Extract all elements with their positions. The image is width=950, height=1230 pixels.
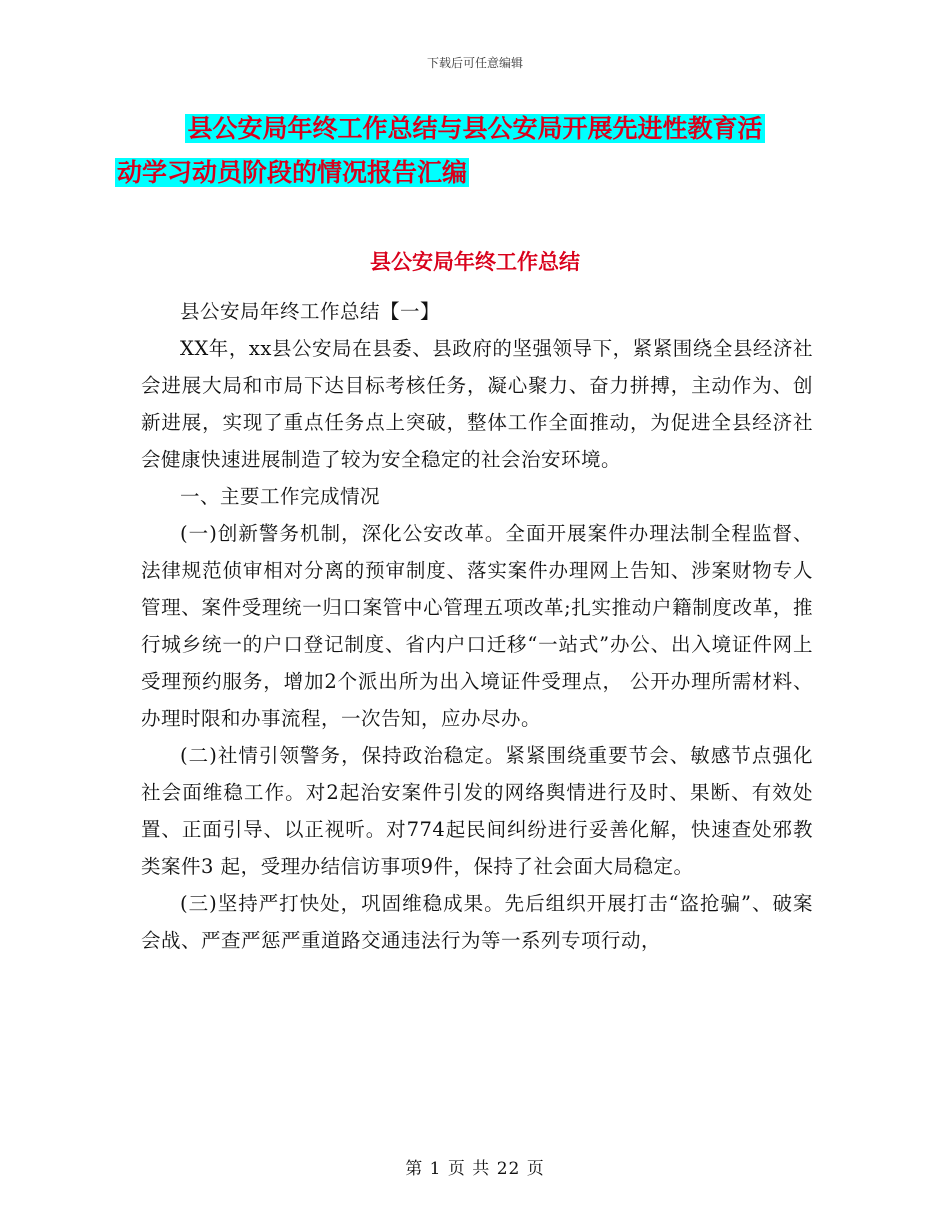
paragraph-intro: XX年，xx县公安局在县委、县政府的坚强领导下，紧紧围绕全县经济社会进展大局和市局下达目标考核任务，凝心聚力、奋力拼搏，主动作为、创新进展，实现了重点任务点上突破，整体工作全面推动，为促进全县经济社会健康快速进展制造了较为安全稳定的社会治安环境。: [141, 337, 813, 471]
paragraph-subtitle: 县公安局年终工作总结【一】: [180, 300, 441, 323]
document-title-text-2: 动学习动员阶段的情况报告汇编: [116, 158, 467, 187]
header-note: 下载后可任意编辑: [426, 56, 523, 70]
section-title: 县公安局年终工作总结: [370, 250, 580, 274]
document-title-text-1: 县公安局年终工作总结与县公安局开展先进性教育活: [187, 114, 763, 143]
document-title-line-2: [0, 156, 767, 190]
paragraph-item-3: (三)坚持严打快处，巩固维稳成果。先后组织开展打击“盗抢骗”、破案会战、严查严惩严重道路交通违法行为等一系列专项行动，: [141, 892, 813, 952]
paragraph-heading-main-work: 一、主要工作完成情况: [180, 485, 381, 508]
page-footer: 第 1 页 共 22 页: [405, 1159, 545, 1179]
paragraph-item-2: (二)社情引领警务，保持政治稳定。紧紧围绕重要节会、敏感节点强化社会面维稳工作。对2起治安案件引发的网络舆情进行及时、果断、有效处置、正面引导、以正视听。对774起民间纠纷进行妥善化解，快速查处邪教类案件3 起，受理办结信访事项9件，保持了社会面大局稳定。: [141, 744, 813, 878]
document-title-line-1: [0, 112, 950, 146]
document-body: [141, 293, 813, 959]
paragraph-item-1: (一)创新警务机制，深化公安改革。全面开展案件办理法制全程监督、法律规范侦审相对分离的预审制度、落实案件办理网上告知、涉案财物专人管理、案件受理统一归口案管中心管理五项改革;扎实推动户籍制度改革，推行城乡统一的户口登记制度、省内户口迁移“一站式”办公、出入境证件网上受理预约服务，增加2个派出所为出入境证件受理点， 公开办理所需材料、办理时限和办事流程，一次告知，应办尽办。: [141, 522, 813, 730]
